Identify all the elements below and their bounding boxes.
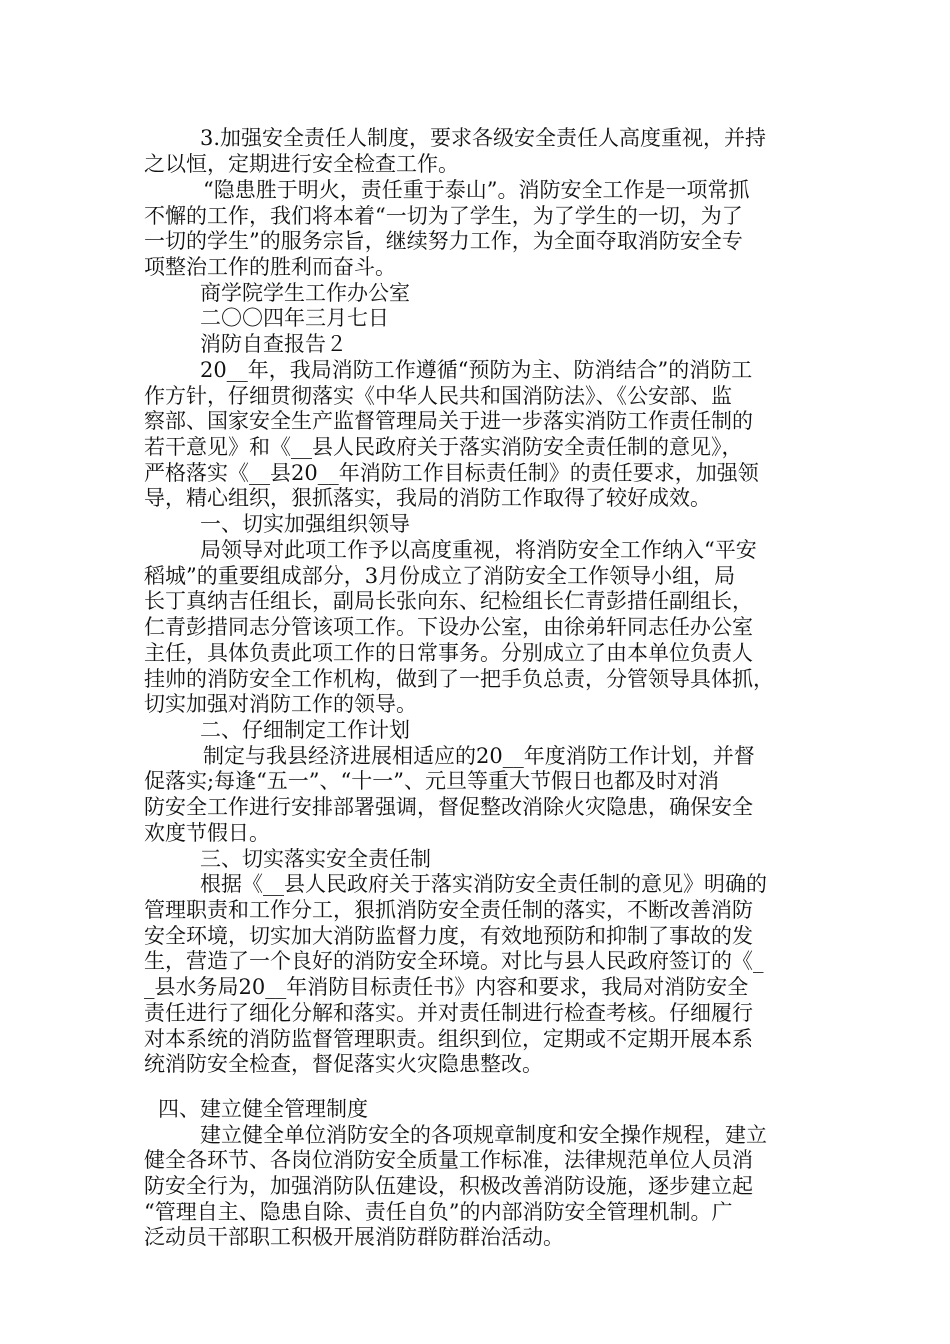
text-line: 挂帅的消防安全工作机构，做到了一把手负总责，分管领导具体抓， bbox=[144, 667, 774, 691]
section-heading: 一、切实加强组织领导 bbox=[200, 512, 410, 536]
section-heading: 二、仔细制定工作计划 bbox=[200, 718, 410, 742]
text-line: 察部、国家安全生产监督管理局关于进一步落实消防工作责任制的 bbox=[144, 409, 753, 433]
text-line: 促落实;每逢“五一”、“十一”、元旦等重大节假日也都及时对消 bbox=[144, 769, 720, 793]
text-line: 之以恒，定期进行安全检查工作。 bbox=[144, 152, 459, 176]
signature-date: 二〇〇四年三月七日 bbox=[200, 306, 389, 330]
text-line: 统消防安全检查，督促落实火灾隐患整改。 bbox=[144, 1052, 543, 1076]
section-heading: 四、建立健全管理制度 bbox=[158, 1097, 368, 1121]
text-line: 项整治工作的胜利而奋斗。 bbox=[144, 255, 396, 279]
text-line: “管理自主、隐患自除、责任自负”的内部消防安全管理机制。广 bbox=[144, 1200, 733, 1224]
text-line: _县水务局20__年消防目标责任书》内容和要求，我局对消防安全 bbox=[144, 975, 749, 999]
text-line: 切实加强对消防工作的领导。 bbox=[144, 692, 417, 716]
section-heading: 三、切实落实安全责任制 bbox=[200, 847, 431, 871]
text-line: 根据《__县人民政府关于落实消防安全责任制的意见》明确的 bbox=[200, 872, 767, 896]
text-line: 制定与我县经济进展相适应的20__年度消防工作计划，并督 bbox=[203, 744, 755, 768]
text-line: “隐患胜于明火，责任重于泰山”。消防安全工作是一项常抓 bbox=[203, 178, 750, 202]
text-line: 仁青彭措同志分管该项工作。下设办公室，由徐弟轩同志任办公室 bbox=[144, 615, 753, 639]
text-line: 导，精心组织，狠抓落实，我局的消防工作取得了较好成效。 bbox=[144, 486, 711, 510]
text-line: 一切的学生”的服务宗旨，继续努力工作，为全面夺取消防安全专 bbox=[144, 229, 743, 253]
text-line: 长丁真纳吉任组长，副局长张向东、纪检组长仁青彭措任副组长， bbox=[144, 589, 753, 613]
text-line: 主任，具体负责此项工作的日常事务。分别成立了由本单位负责人 bbox=[144, 641, 753, 665]
text-line: 对本系统的消防监督管理职责。组织到位，定期或不定期开展本系 bbox=[144, 1027, 753, 1051]
text-line: 管理职责和工作分工，狠抓消防安全责任制的落实，不断改善消防 bbox=[144, 898, 753, 922]
text-line: 稻城”的重要组成部分，3月份成立了消防安全工作领导小组，局 bbox=[144, 564, 736, 588]
report-title: 消防自查报告２ bbox=[200, 332, 347, 356]
text-line: 责任进行了细化分解和落实。并对责任制进行检查考核。仔细履行 bbox=[144, 1001, 753, 1025]
text-line: 建立健全单位消防安全的各项规章制度和安全操作规程，建立 bbox=[200, 1123, 767, 1147]
text-line: 安全环境，切实加大消防监督力度，有效地预防和抑制了事故的发 bbox=[144, 924, 753, 948]
text-line: 20__年，我局消防工作遵循“预防为主、防消结合”的消防工 bbox=[200, 358, 753, 382]
text-line: 防安全行为，加强消防队伍建设，积极改善消防设施，逐步建立起 bbox=[144, 1174, 753, 1198]
text-line: 防安全工作进行安排部署强调，督促整改消除火灾隐患，确保安全 bbox=[144, 795, 753, 819]
text-line: 不懈的工作，我们将本着“一切为了学生，为了学生的一切，为了 bbox=[144, 204, 743, 228]
text-line: 若干意见》和《__县人民政府关于落实消防安全责任制的意见》， bbox=[144, 435, 743, 459]
text-line: 健全各环节、各岗位消防安全质量工作标准，法律规范单位人员消 bbox=[144, 1148, 753, 1172]
text-line: 局领导对此项工作予以高度重视，将消防安全工作纳入“平安 bbox=[200, 538, 757, 562]
text-line: 作方针，仔细贯彻落实《中华人民共和国消防法》、《公安部、监 bbox=[144, 384, 732, 408]
signature-org: 商学院学生工作办公室 bbox=[200, 281, 410, 305]
text-line: 严格落实《__县20__年消防工作目标责任制》的责任要求，加强领 bbox=[144, 461, 759, 485]
text-line: 生，营造了一个良好的消防安全环境。对比与县人民政府签订的《_ bbox=[144, 949, 764, 973]
text-line: 3.加强安全责任人制度，要求各级安全责任人高度重视，并持 bbox=[200, 126, 767, 150]
text-line: 欢度节假日。 bbox=[144, 821, 270, 845]
text-line: 泛动员干部职工积极开展消防群防群治活动。 bbox=[144, 1225, 564, 1249]
